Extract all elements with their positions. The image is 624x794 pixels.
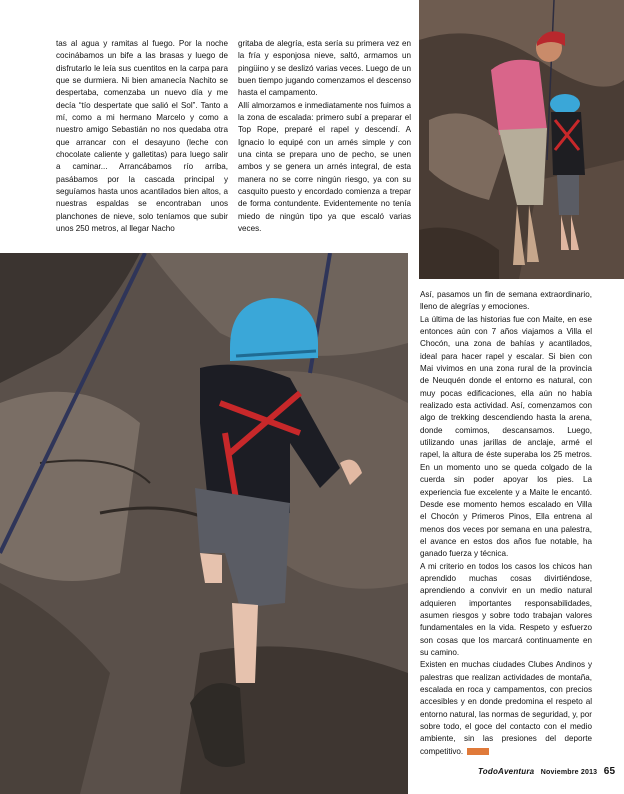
footer-issue: Noviembre 2013 bbox=[540, 769, 598, 776]
column-3-paragraph-4 bbox=[420, 659, 592, 758]
article-column-2 bbox=[238, 38, 411, 236]
column-3-paragraph-1: Así, pasamos un fin de semana extraordinario, lleno de alegrías y emociones. bbox=[420, 290, 592, 312]
article-column-3 bbox=[420, 289, 592, 758]
page-footer bbox=[478, 766, 615, 777]
column-2-paragraph-2: Allí almorzamos e inmediatamente nos fuimos a la zona de escalada: primero subí a preparar el Top Rope, preparé el rapel y descendí. A Ignacio lo equipé con un arnés simple y con una cinta se prepara uno de pecho, se unen ambos y se genera un arnés integral, de esta manera no se corre ningún riesgo, ya con su casquito puesto y encordado comienza a trepar de forma contundente. Evidentemente no tenía miedo de ningún tipo ya que escaló varias veces. bbox=[238, 100, 411, 234]
page-number: 65 bbox=[603, 766, 616, 777]
footer-brand: TodoAventura bbox=[478, 767, 535, 776]
end-of-article-mark bbox=[467, 748, 489, 755]
photo-child-climbing-illustration bbox=[0, 253, 408, 794]
photo-child-climbing-rock bbox=[0, 253, 408, 794]
column-3-paragraph-2: La última de las historias fue con Maite, en ese entonces aún con 7 años viajamos a Villa el Chocón, una zona de bahías y acantilados, ideal para hacer rapel y escalar. Si bien con Mai vivimos en una zona rural de la provincia de Neuquén donde el entorno es natural, con muy pocas edificaciones, ella aún no había realizado esta actividad. Así, comenzamos con algo de trekking descendiendo hasta la arena, donde comimos, descansamos. Luego, utilizando unas jarillas de anclaje, armé el rapel, la altura de éste superaba los 25 metros. En un momento uno se queda colgado de la cuerda sin poder apoyar los pies. La experiencia fue excelente y a Maite le encantó. Desde ese momento hemos escalado en Villa el Chocón y Primeros Pinos, Ella entrena al menos dos veces por semana en una palestra, el avance en estos dos años fue notable, ha ganado fuerza y técnica. bbox=[420, 314, 592, 559]
photo-adult-and-child-climbing bbox=[419, 0, 624, 279]
column-3-paragraph-4-text: Existen en muchas ciudades Clubes Andinos y palestras que realizan actividades de montaña, escalada en roca y campamentos, con precios accesibles y en donde predomina el respeto al entorno natural, las normas de seguridad, y, por sobre todo, el goce del contacto con el medio ambiente, sin las presiones del deporte competitivo. bbox=[420, 660, 592, 756]
column-3-paragraph-3: A mi criterio en todos los casos los chicos han aprendido muchas cosas divirtiéndose, aprendiendo a convivir en un medio natural adquieren importantes responsabilidades, asumen riesgos y sobre todo trabajan valores fundamentales en la vida. Respeto y esfuerzo son cosas que los marcará continuamente en su camino. bbox=[420, 561, 592, 657]
article-column-1 bbox=[56, 38, 228, 236]
photo-adult-child-illustration bbox=[419, 0, 624, 279]
column-2-paragraph-1: gritaba de alegría, esta sería su primera vez en la fría y esponjosa nieve, saltó, armamos un pingüino y se deslizó varias veces. Luego de un buen tiempo jugando comenzamos el descenso hasta el campamento. bbox=[238, 39, 411, 98]
column-1-text: tas al agua y ramitas al fuego. Por la noche cocinábamos un bife a las brasas y luego de disfrutarlo le leía sus cuentitos en la carpa para que se durmiera. Ni bien amanecía Nachito se despertaba, comenzaba un nuevo día y me decía “tío despertate que salió el Sol”. Tanto a mí, como a mi hermano Marcelo y como a nuestro amigo Sebastián no nos quedaba otra que arrancar con el desayuno (leche con chocolate caliente y galletitas) para luego salir a caminar... Arrancábamos río arriba, pasábamos por la cascada principal y seguíamos hasta unos acantilados bien altos, a nuestras espaldas se encontraban unos planchones de nieve, solo teníamos que subir unos 250 metros, al llegar Nacho bbox=[56, 39, 228, 234]
